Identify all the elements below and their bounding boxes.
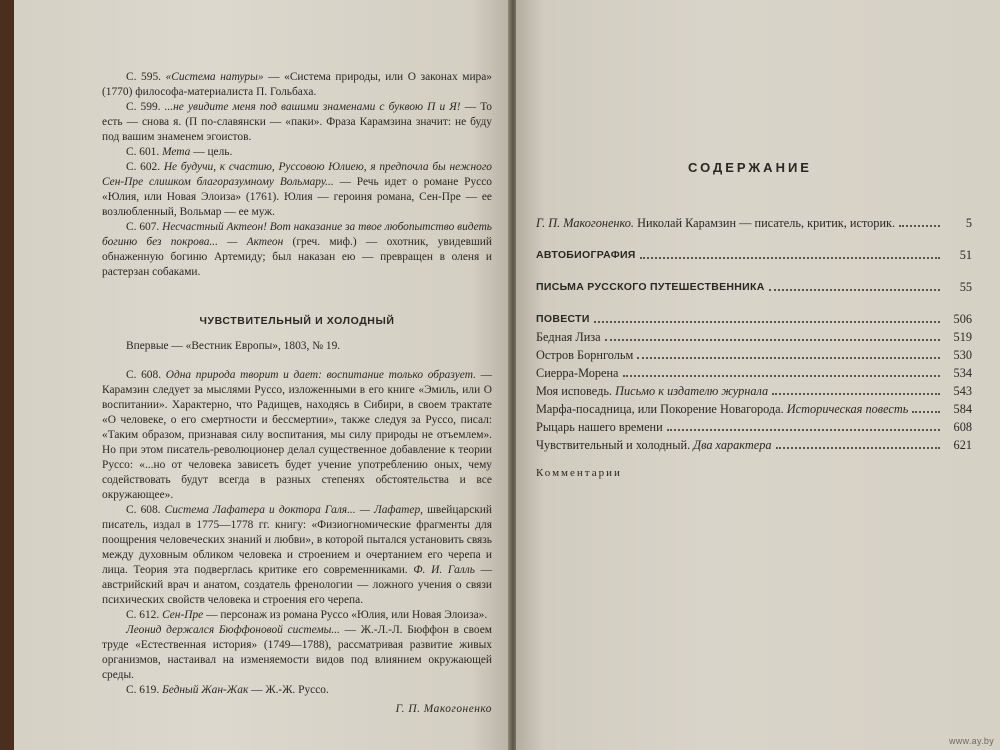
- note-608a: С. 608. Одна природа творит и дает: воспитание только образует. — Карамзин следует за мыслями Руссо, изложенными в его книге «Эмиль, или О воспитании». Характерно, что Радищев, находясь в Сибири, в своем трактате «О человеке, о его смертности и бессмертии», также следуя за Руссо, писал: «Таким образом, признавая силу воспитания, мы силу природы не отъемлем». Но при этом писатель-революционер делал существенное добавление к теории Руссо: «...но от человека зависеть будет учение употреблению оных, чему содействовать будут всегда в разных степенях обстоятельства и все окружающее».: [102, 369, 492, 501]
- note-608b: С. 608. Система Лафатера и доктора Галя... — Лафатер, швейцарский писатель, издал в 1775—1778 гг. книгу: «Физиогномические фрагменты для поощрения человеческих знаний и любви», в которой пытался установить связь между духовным обликом человека и строением и очертанием его черепа и лица. Теория эта подверглась критике его современниками. Ф. И. Галль — австрийский врач и анатом, создатель френологии — ложного учения о связи психических свойств человека и строения его черепа.: [102, 504, 492, 606]
- toc-entry: Остров Борнгольм 530: [536, 348, 972, 362]
- note-602: С. 602. Не будучи, к счастию, Руссовою Юлиею, я предпочла бы нежного Сен-Пре слишком благоразумному Вольмару... — Речь идет о романе Руссо «Юлия, или Новая Элоиза» (1761). Юлия — героиня романа, Сен-Пре — ее возлюбленный, Вольмар — ее муж.: [102, 161, 492, 218]
- toc-page-number: 55: [959, 280, 972, 294]
- toc-page-number: 608: [953, 420, 972, 434]
- toc-page-number: 543: [953, 384, 972, 398]
- note-612: С. 612. Сен-Пре — персонаж из романа Руссо «Юлия, или Новая Элоиза».: [126, 609, 488, 621]
- toc-entry: Сиерра-Морена 534: [536, 366, 972, 380]
- toc-page-number: 506: [953, 312, 972, 326]
- toc-entry: Бедная Лиза 519: [536, 330, 972, 344]
- note-595: С. 595. «Система натуры» — «Система природы, или О законах мира» (1770) философа-материалиста П. Гольбаха.: [102, 71, 493, 98]
- table-of-contents: [536, 214, 972, 482]
- signature: Г. П. Макогоненко: [395, 703, 492, 715]
- toc-entry-povesti: ПОВЕСТИ 506: [536, 312, 972, 326]
- leader-dots: [594, 321, 940, 323]
- toc-intro-text: Николай Карамзин — писатель, критик, историк.: [634, 216, 896, 230]
- notes-top: [102, 70, 492, 280]
- toc-entry: Моя исповедь. Письмо к издателю журнала 543: [536, 384, 972, 398]
- leader-dots: [640, 257, 940, 259]
- toc-entry: Чувствительный и холодный. Два характера 621: [536, 438, 972, 452]
- leader-dots: [776, 447, 940, 449]
- left-page: [14, 0, 510, 750]
- leader-dots: [637, 357, 940, 359]
- toc-page-number: 51: [959, 248, 972, 262]
- leader-dots: [667, 429, 940, 431]
- right-page: [516, 0, 1000, 750]
- toc-page-number: 5: [965, 216, 972, 230]
- toc-page-number: 519: [953, 330, 972, 344]
- note-619: С. 619. Бедный Жан-Жак — Ж.-Ж. Руссо.: [126, 684, 329, 696]
- leader-dots: [605, 339, 940, 341]
- toc-entry-comments: Комментарии: [536, 467, 622, 479]
- toc-page-number: 534: [953, 366, 972, 380]
- leader-dots: [769, 289, 940, 291]
- leader-dots: [623, 375, 940, 377]
- toc-entry: Рыцарь нашего времени 608: [536, 420, 972, 434]
- note-599: С. 599. ...не увидите меня под вашими знаменами с буквою П и Я! — То есть — снова я. (П по-славянски — «паки». Фраза Карамзина значит: не буду под вашим знаменем эгоистов.: [102, 101, 492, 143]
- notes-bottom: [102, 368, 492, 698]
- toc-entry: Марфа-посадница, или Покорение Новагорода. Историческая повесть 584: [536, 402, 972, 416]
- note-buffon: Леонид держался Бюффоновой системы... — Ж.-Л.-Л. Бюффон в своем труде «Естественная история» (1749—1788), рассматривая развитие живых организмов, настаивал на изменяемости видов под влиянием окружающей среды.: [102, 624, 493, 681]
- toc-entry-intro: [536, 214, 972, 232]
- leader-dots: [912, 411, 940, 413]
- toc-page-number: 530: [953, 348, 972, 362]
- toc-page-number: 584: [953, 402, 972, 416]
- toc-entry-autobio: АВТОБИОГРАФИЯ 51: [536, 248, 972, 262]
- watermark: www.ay.by: [948, 736, 994, 746]
- toc-title: СОДЕРЖАНИЕ: [688, 160, 812, 175]
- section-title: ЧУВСТВИТЕЛЬНЫЙ И ХОЛОДНЫЙ: [199, 315, 395, 327]
- note-601: С. 601. Мета — цель.: [126, 146, 233, 158]
- first-publication: Впервые — «Вестник Европы», 1803, № 19.: [126, 340, 341, 352]
- toc-page-number: 621: [953, 438, 972, 452]
- leader-dots: [899, 225, 940, 227]
- toc-intro-author: Г. П. Макогоненко.: [536, 216, 635, 230]
- toc-entry-letters: ПИСЬМА РУССКОГО ПУТЕШЕСТВЕННИКА 55: [536, 280, 972, 294]
- leader-dots: [772, 393, 940, 395]
- note-607: С. 607. Несчастный Актеон! Вот наказание за твое любопытство видеть богиню без покрова... — Актеон (греч. миф.) — охотник, увидевший обнаженную богиню Артемиду; был наказан ею — превращен в оленя и растерзан собаками.: [102, 221, 492, 278]
